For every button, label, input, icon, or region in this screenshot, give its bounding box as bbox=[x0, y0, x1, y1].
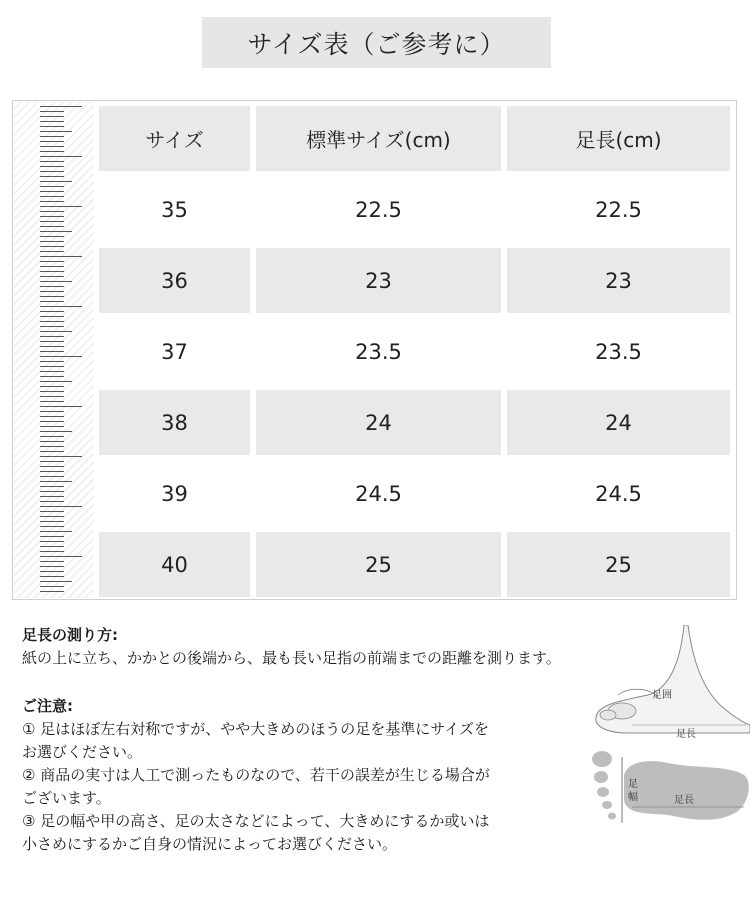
ruler-tick bbox=[40, 396, 64, 397]
ruler-tick bbox=[40, 186, 64, 187]
ruler-tick bbox=[40, 286, 64, 287]
ruler-tick bbox=[40, 371, 64, 372]
table-cell-standard: 23 bbox=[256, 248, 501, 313]
ruler-tick bbox=[40, 251, 64, 252]
ruler-tick bbox=[40, 496, 64, 497]
foot-side-view-icon bbox=[596, 625, 750, 733]
width-label-2: 幅 bbox=[628, 792, 638, 803]
measure-text: 紙の上に立ち、かかとの後端から、最も長い足指の前端までの距離を測ります。 bbox=[22, 649, 561, 667]
table-cell-standard: 24 bbox=[256, 390, 501, 455]
ruler-tick bbox=[40, 351, 64, 352]
ruler-tick bbox=[40, 166, 64, 167]
ruler-tick bbox=[40, 211, 64, 212]
table-cell-foot-length: 23 bbox=[507, 248, 730, 313]
ruler-tick bbox=[40, 401, 64, 402]
ruler-tick bbox=[40, 521, 64, 522]
ruler-tick bbox=[40, 526, 64, 527]
ruler-tick bbox=[40, 281, 72, 282]
notes-heading: ご注意: bbox=[22, 697, 73, 715]
ruler-tick bbox=[40, 136, 64, 137]
ruler-tick bbox=[40, 406, 82, 407]
ruler-tick bbox=[40, 296, 64, 297]
ruler-tick bbox=[40, 581, 72, 582]
ruler-tick bbox=[40, 426, 64, 427]
table-cell-standard: 24.5 bbox=[256, 461, 501, 526]
ruler-tick bbox=[40, 231, 72, 232]
ruler-tick bbox=[40, 361, 64, 362]
table-cell-standard: 22.5 bbox=[256, 177, 501, 242]
ruler-tick bbox=[40, 556, 82, 557]
ruler-tick bbox=[40, 276, 64, 277]
table-header-foot-length: 足長(cm) bbox=[507, 106, 730, 171]
ruler-tick bbox=[40, 111, 64, 112]
foot-measure-illustration bbox=[588, 625, 750, 840]
measure-section bbox=[22, 624, 561, 670]
ruler-decoration bbox=[14, 102, 94, 598]
ruler-tick bbox=[40, 121, 64, 122]
girth-label: 足囲 bbox=[652, 690, 672, 701]
ruler-tick bbox=[40, 471, 64, 472]
footprint-sole-icon bbox=[592, 751, 749, 823]
ruler-tick bbox=[40, 306, 82, 307]
ruler-tick bbox=[40, 106, 82, 107]
ruler-tick bbox=[40, 356, 82, 357]
table-header-standard: 標準サイズ(cm) bbox=[256, 106, 501, 171]
ruler-tick bbox=[40, 376, 64, 377]
ruler-tick bbox=[40, 436, 64, 437]
ruler-tick bbox=[40, 511, 64, 512]
table-cell-foot-length: 24.5 bbox=[507, 461, 730, 526]
note-1-line-2: お選びください。 bbox=[22, 743, 143, 761]
ruler-tick bbox=[40, 476, 64, 477]
ruler-tick bbox=[40, 341, 64, 342]
notes-section bbox=[22, 695, 490, 856]
page-title: サイズ表（ご参考に） bbox=[202, 17, 551, 68]
ruler-tick bbox=[40, 151, 64, 152]
ruler-tick bbox=[40, 206, 82, 207]
ruler-tick bbox=[40, 161, 64, 162]
table-cell-foot-length: 22.5 bbox=[507, 177, 730, 242]
ruler-tick bbox=[40, 291, 64, 292]
table-cell-size: 39 bbox=[99, 461, 250, 526]
ruler-tick bbox=[40, 411, 64, 412]
ruler-tick bbox=[40, 416, 64, 417]
note-2-line-2: ございます。 bbox=[22, 789, 111, 807]
ruler-tick bbox=[40, 551, 64, 552]
ruler-tick bbox=[40, 171, 64, 172]
ruler-tick bbox=[40, 216, 64, 217]
ruler-tick bbox=[40, 316, 64, 317]
ruler-tick bbox=[40, 116, 64, 117]
ruler-tick bbox=[40, 541, 64, 542]
ruler-tick bbox=[40, 226, 64, 227]
table-cell-standard: 23.5 bbox=[256, 319, 501, 384]
ruler-tick bbox=[40, 441, 64, 442]
table-cell-size: 40 bbox=[99, 532, 250, 597]
ruler-tick bbox=[40, 336, 64, 337]
ruler-tick bbox=[40, 446, 64, 447]
width-label-1: 足 bbox=[628, 779, 638, 790]
ruler-tick bbox=[40, 221, 64, 222]
ruler-tick bbox=[40, 506, 82, 507]
ruler-tick bbox=[40, 386, 64, 387]
ruler-tick bbox=[40, 431, 72, 432]
ruler-tick bbox=[40, 156, 82, 157]
ruler-tick bbox=[40, 566, 64, 567]
ruler-tick bbox=[40, 486, 64, 487]
side-length-label: 足長 bbox=[676, 729, 696, 740]
ruler-tick bbox=[40, 461, 64, 462]
ruler-tick bbox=[40, 141, 64, 142]
ruler-tick bbox=[40, 381, 72, 382]
ruler-tick bbox=[40, 236, 64, 237]
ruler-tick bbox=[40, 146, 64, 147]
ruler-tick bbox=[40, 501, 64, 502]
ruler-tick bbox=[40, 576, 64, 577]
ruler-tick bbox=[40, 311, 64, 312]
ruler-tick bbox=[40, 536, 64, 537]
note-1-line-1: ① 足はほぼ左右対称ですが、やや大きめのほうの足を基準にサイズを bbox=[22, 720, 490, 738]
ruler-tick bbox=[40, 561, 64, 562]
table-cell-standard: 25 bbox=[256, 532, 501, 597]
ruler-tick bbox=[40, 271, 64, 272]
table-cell-size: 36 bbox=[99, 248, 250, 313]
ruler-tick bbox=[40, 481, 72, 482]
note-3-line-2: 小さめにするかご自身の情況によってお選びください。 bbox=[22, 835, 398, 853]
ruler-tick bbox=[40, 261, 64, 262]
sole-length-label: 足長 bbox=[674, 795, 694, 806]
measure-heading: 足長の測り方: bbox=[22, 626, 118, 644]
table-cell-size: 37 bbox=[99, 319, 250, 384]
ruler-tick bbox=[40, 131, 72, 132]
ruler-tick bbox=[40, 391, 64, 392]
ruler-tick bbox=[40, 346, 64, 347]
ruler-tick bbox=[40, 516, 64, 517]
ruler-tick bbox=[40, 196, 64, 197]
note-2-line-1: ② 商品の実寸は人工で測ったものなので、若干の誤差が生じる場合が bbox=[22, 766, 490, 784]
ruler-tick bbox=[40, 321, 64, 322]
ruler-tick bbox=[40, 246, 64, 247]
table-cell-foot-length: 24 bbox=[507, 390, 730, 455]
ruler-tick bbox=[40, 326, 64, 327]
ruler-tick bbox=[40, 591, 64, 592]
ruler-tick bbox=[40, 181, 72, 182]
ruler-tick bbox=[40, 201, 64, 202]
ruler-tick bbox=[40, 531, 72, 532]
ruler-tick bbox=[40, 126, 64, 127]
ruler-tick bbox=[40, 191, 64, 192]
table-cell-size: 35 bbox=[99, 177, 250, 242]
ruler-tick bbox=[40, 421, 64, 422]
ruler-tick bbox=[40, 331, 72, 332]
ruler-tick bbox=[40, 456, 82, 457]
ruler-tick bbox=[40, 466, 64, 467]
ruler-tick bbox=[40, 256, 82, 257]
table-cell-size: 38 bbox=[99, 390, 250, 455]
ruler-tick bbox=[40, 366, 64, 367]
ruler-tick bbox=[40, 451, 64, 452]
ruler-tick bbox=[40, 301, 64, 302]
ruler-tick bbox=[40, 571, 64, 572]
ruler-tick bbox=[40, 491, 64, 492]
ruler-tick bbox=[40, 586, 64, 587]
ruler-tick bbox=[40, 266, 64, 267]
table-cell-foot-length: 25 bbox=[507, 532, 730, 597]
ruler-tick bbox=[40, 241, 64, 242]
table-cell-foot-length: 23.5 bbox=[507, 319, 730, 384]
ruler-tick bbox=[40, 546, 64, 547]
table-header-size: サイズ bbox=[99, 106, 250, 171]
note-3-line-1: ③ 足の幅や甲の高さ、足の太さなどによって、大きめにするか或いは bbox=[22, 812, 490, 830]
ruler-tick bbox=[40, 176, 64, 177]
